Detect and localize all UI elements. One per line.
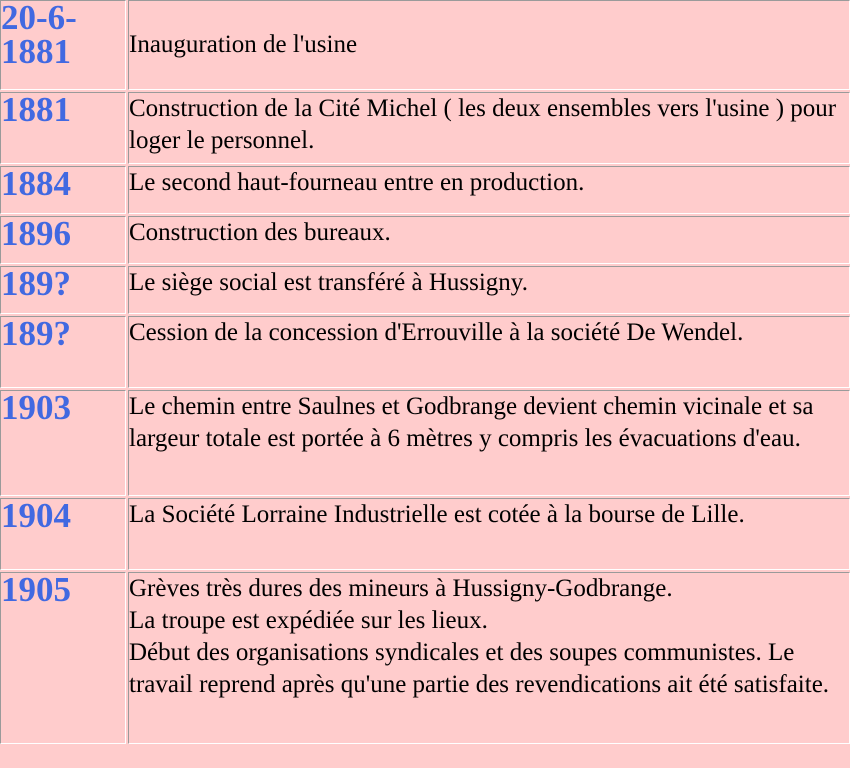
year-cell: 20-6-1881: [0, 0, 126, 90]
event-line: Le second haut-fourneau entre en production.: [129, 169, 585, 196]
timeline-row: [0, 498, 850, 570]
timeline-row: [0, 216, 850, 264]
event-line: Construction des bureaux.: [129, 219, 391, 246]
event-line: La troupe est expédiée sur les lieux.: [129, 607, 488, 634]
event-line: Grèves très dures des mineurs à Hussigny-Godbrange.: [129, 575, 673, 602]
year-cell: 1881: [0, 92, 126, 164]
event-description: [128, 266, 850, 314]
event-description: [128, 572, 850, 744]
year-cell: 1903: [0, 390, 126, 496]
timeline-row: [0, 316, 850, 388]
year-cell: 1905: [0, 572, 126, 744]
event-line: Le siège social est transféré à Hussigny.: [129, 269, 528, 296]
event-line: Le chemin entre Saulnes et Godbrange devient chemin vicinale et sa largeur totale est portée à 6 mètres y compris les évacuations d'eau.: [129, 393, 814, 452]
event-line: La Société Lorraine Industrielle est cotée à la bourse de Lille.: [129, 501, 745, 528]
timeline-row: [0, 572, 850, 744]
year-cell: 189?: [0, 316, 126, 388]
year-cell: 1904: [0, 498, 126, 570]
event-description: [128, 390, 850, 496]
event-line: Début des organisations syndicales et des soupes communistes. Le travail reprend après qu'une partie des revendications ait été satisfaite.: [129, 639, 830, 698]
year-cell: 1884: [0, 166, 126, 214]
event-line: Construction de la Cité Michel ( les deux ensembles vers l'usine ) pour loger le personnel.: [129, 95, 837, 154]
event-line: Cession de la concession d'Errouville à la société De Wendel.: [129, 319, 744, 346]
timeline-row: [0, 92, 850, 164]
timeline-row: [0, 390, 850, 496]
event-description: [128, 92, 850, 164]
timeline-row: [0, 266, 850, 314]
event-description: [128, 216, 850, 264]
year-cell: 1896: [0, 216, 126, 264]
event-description: [128, 316, 850, 388]
event-description: [128, 498, 850, 570]
timeline-row: [0, 0, 850, 90]
timeline-row: [0, 166, 850, 214]
event-description: [128, 0, 850, 90]
year-cell: 189?: [0, 266, 126, 314]
event-line: Inauguration de l'usine: [129, 31, 358, 58]
event-description: [128, 166, 850, 214]
